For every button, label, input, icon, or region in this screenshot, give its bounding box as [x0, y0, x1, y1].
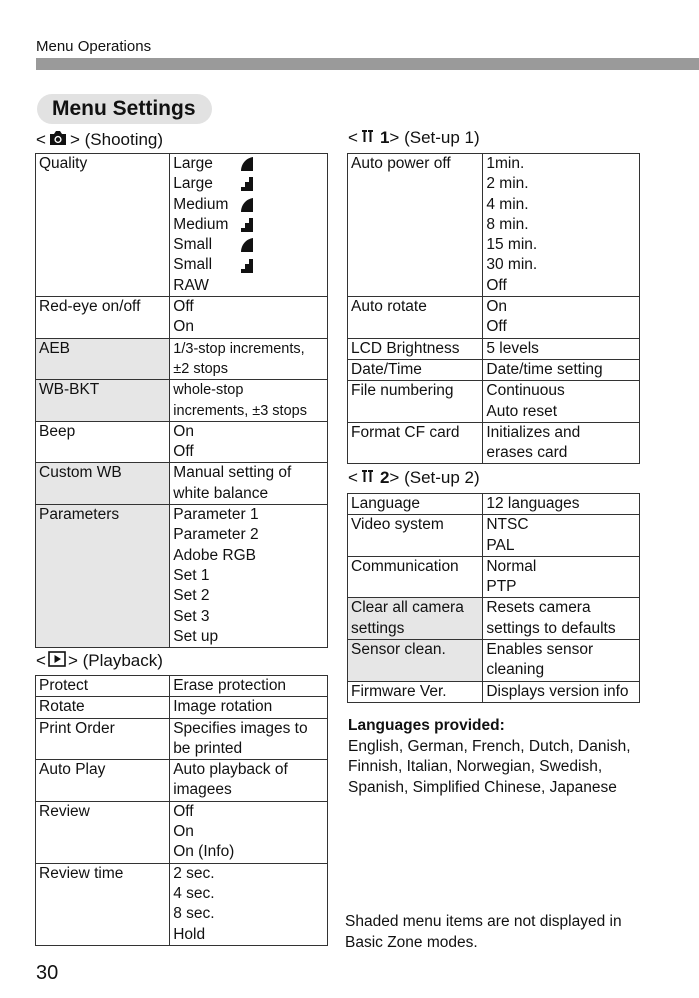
languages-title: Languages provided:: [348, 717, 505, 734]
menu-item-name: Auto power off: [348, 154, 483, 297]
shooting-heading: < > (Shooting): [36, 129, 163, 151]
table-row: [36, 154, 328, 297]
menu-value: settings to defaults: [486, 619, 616, 637]
menu-item-name: Review: [36, 801, 170, 863]
menu-item-values: [170, 380, 328, 422]
menu-value: Displays version info: [486, 682, 629, 700]
menu-item-values: [483, 381, 640, 423]
table-row: [348, 556, 640, 598]
menu-value: RAW: [173, 276, 209, 294]
menu-item-values: [483, 556, 640, 598]
menu-value: cleaning: [486, 661, 545, 679]
table-row: [348, 422, 640, 464]
table-row: [36, 338, 328, 380]
menu-value: Auto reset: [486, 402, 558, 420]
menu-item-values: [483, 494, 640, 515]
quality-fine-icon: [239, 156, 255, 172]
quality-option: [173, 215, 327, 235]
menu-item-values: [170, 863, 328, 945]
playback-menu-table: [35, 675, 328, 946]
shooting-menu-table: [35, 153, 328, 648]
menu-value: PTP: [486, 578, 517, 596]
quality-option: [173, 195, 327, 215]
setup-wrench-icon: [360, 128, 382, 150]
menu-item-name: LCD Brightness: [348, 338, 483, 359]
quality-normal-icon: [239, 217, 255, 233]
menu-value: Off: [173, 443, 194, 461]
quality-option-label: Medium: [173, 195, 229, 213]
menu-value: PAL: [486, 536, 515, 554]
table-row: [348, 359, 640, 380]
menu-item-values: [483, 681, 640, 702]
quality-option: [173, 154, 327, 174]
menu-value: Normal: [486, 557, 537, 575]
menu-item-values: [170, 338, 328, 380]
menu-value: Set 1: [173, 566, 210, 584]
menu-item-values: [170, 297, 328, 339]
page-number: 30: [36, 962, 59, 984]
table-row: [36, 463, 328, 505]
menu-item-values: [483, 422, 640, 464]
table-row: [348, 640, 640, 682]
menu-value: Set 3: [173, 607, 210, 625]
menu-item-name: Date/Time: [348, 359, 483, 380]
menu-value: NTSC: [486, 516, 529, 534]
menu-value: On (Info): [173, 843, 235, 861]
table-row: [348, 681, 640, 702]
menu-item-name: Firmware Ver.: [348, 681, 483, 702]
playback-heading-label: (Playback): [82, 651, 163, 670]
menu-value: erases card: [486, 444, 568, 462]
menu-item-values: [483, 297, 640, 339]
menu-item-name: Parameters: [36, 505, 170, 648]
header-bar: [36, 58, 699, 70]
setup1-menu-table: [347, 153, 640, 464]
menu-item-name: WB-BKT: [36, 380, 170, 422]
menu-value: 12 languages: [486, 495, 580, 512]
shooting-heading-label: (Shooting): [84, 130, 164, 149]
menu-value: Auto playback of: [173, 761, 288, 779]
quality-option-label: Small: [173, 256, 213, 274]
menu-value: 2 min.: [486, 175, 529, 193]
menu-value: 8 min.: [486, 215, 529, 233]
menu-item-values: [483, 359, 640, 380]
camera-icon: [48, 130, 68, 152]
menu-value: Hold: [173, 925, 206, 943]
menu-value: Continuous: [486, 382, 565, 400]
menu-item-values: [483, 515, 640, 557]
menu-value: ±2 stops: [173, 360, 228, 377]
menu-item-name: Communication: [348, 556, 483, 598]
table-row: [36, 801, 328, 863]
menu-item-values: [170, 154, 328, 297]
menu-item-name: Print Order: [36, 718, 170, 760]
table-row: [36, 297, 328, 339]
menu-value: On: [173, 823, 194, 841]
menu-item-name: AEB: [36, 338, 170, 380]
quality-fine-icon: [239, 197, 255, 213]
table-row: [36, 697, 328, 718]
menu-value: 2 sec.: [173, 864, 215, 882]
setup2-heading-label: (Set-up 2): [404, 468, 480, 487]
shaded-items-note: Shaded menu items are not displayed in Basic Zone modes.: [345, 913, 622, 951]
menu-item-values: [170, 676, 328, 697]
menu-value: whole-stop: [173, 382, 244, 399]
menu-item-name: Format CF card: [348, 422, 483, 464]
menu-value: Specifies images to: [173, 719, 308, 737]
table-row: [36, 421, 328, 463]
menu-value: 1min.: [486, 155, 525, 172]
menu-value: Set up: [173, 627, 219, 645]
quality-option: [173, 235, 327, 255]
menu-item-name: Red-eye on/off: [36, 297, 170, 339]
table-row: [348, 515, 640, 557]
menu-item-name: Custom WB: [36, 463, 170, 505]
menu-value: imagees: [173, 781, 232, 799]
menu-value: On: [173, 318, 194, 336]
menu-item-name: Video system: [348, 515, 483, 557]
menu-value: Enables sensor: [486, 641, 594, 659]
menu-value: 15 min.: [486, 236, 538, 254]
menu-value: Off: [486, 276, 507, 294]
menu-value: Initializes and: [486, 423, 581, 441]
menu-value: Set 2: [173, 587, 210, 605]
table-row: [348, 338, 640, 359]
quality-normal-icon: [239, 258, 255, 274]
menu-value: Parameter 1: [173, 506, 259, 524]
menu-value: 30 min.: [486, 256, 538, 274]
quality-option: [173, 174, 327, 194]
menu-item-name: [348, 598, 483, 640]
menu-item-name: Beep: [36, 421, 170, 463]
menu-value: Off: [173, 298, 194, 316]
menu-value: On: [486, 298, 508, 316]
menu-value: Off: [173, 802, 194, 820]
table-row: [348, 598, 640, 640]
menu-item-values: [170, 421, 328, 463]
menu-value: Parameter 2: [173, 526, 259, 544]
playback-heading: < > (Playback): [36, 650, 163, 672]
menu-item-values: [170, 801, 328, 863]
menu-item-name: Protect: [36, 676, 170, 697]
setup2-heading: < 2> (Set-up 2): [348, 467, 480, 489]
menu-value: Date/time setting: [486, 360, 603, 378]
menu-value: 4 min.: [486, 195, 529, 213]
quality-option-label: Medium: [173, 215, 229, 233]
menu-item-values: [170, 697, 328, 718]
menu-item-values: [483, 598, 640, 640]
table-row: [348, 154, 640, 297]
table-row: [36, 676, 328, 697]
menu-value: Adobe RGB: [173, 546, 256, 564]
table-row: [348, 494, 640, 515]
menu-value: 1/3-stop increments,: [173, 340, 305, 357]
table-row: [348, 297, 640, 339]
menu-value: Image rotation: [173, 698, 273, 716]
menu-item-name: File numbering: [348, 381, 483, 423]
setup1-heading: < 1> (Set-up 1): [348, 127, 480, 149]
menu-item-name: Quality: [36, 154, 170, 297]
menu-value: white balance: [173, 484, 269, 502]
menu-item-values: [170, 505, 328, 648]
menu-value: Off: [486, 318, 507, 336]
menu-item-name: Auto Play: [36, 760, 170, 802]
menu-item-values: [170, 718, 328, 760]
menu-item-values: [483, 640, 640, 682]
menu-value: 8 sec.: [173, 905, 215, 923]
menu-value: be printed: [173, 739, 243, 757]
menu-value: Resets camera: [486, 599, 591, 617]
menu-item-name: Sensor clean.: [348, 640, 483, 682]
setup-wrench-icon: [360, 468, 382, 490]
quality-normal-icon: [239, 176, 255, 192]
table-row: [36, 380, 328, 422]
quality-option-label: Large: [173, 175, 213, 193]
languages-list: English, German, French, Dutch, Danish, Finnish, Italian, Norwegian, Swedish, Spanish, Simplified Chinese, Japanese: [348, 738, 631, 796]
quality-option-label: Small: [173, 236, 213, 254]
table-row: [36, 505, 328, 648]
table-row: [348, 381, 640, 423]
menu-item-name: Review time: [36, 863, 170, 945]
menu-item-values: [170, 760, 328, 802]
quality-fine-icon: [239, 237, 255, 253]
menu-item-values: [483, 154, 640, 297]
menu-value: Manual setting of: [173, 464, 292, 482]
setup2-icon-number: 2: [379, 468, 390, 487]
play-icon: [48, 651, 66, 673]
menu-value: increments, ±3 stops: [173, 402, 307, 419]
header-section-label: Menu Operations: [36, 38, 152, 55]
menu-item-name-line: settings: [351, 619, 405, 637]
menu-value: 5 levels: [486, 339, 539, 357]
quality-option: [173, 255, 327, 275]
menu-item-values: [483, 338, 640, 359]
setup1-icon-number: 1: [379, 128, 390, 147]
table-row: [36, 863, 328, 945]
menu-item-name: Rotate: [36, 697, 170, 718]
menu-item-values: [170, 463, 328, 505]
menu-value: Erase protection: [173, 677, 287, 694]
page-title: Menu Settings: [37, 94, 212, 124]
menu-value: On: [173, 422, 194, 440]
table-row: [36, 718, 328, 760]
menu-item-name: Auto rotate: [348, 297, 483, 339]
setup1-heading-label: (Set-up 1): [404, 128, 480, 147]
quality-option-label: Large: [173, 155, 213, 172]
menu-item-name-line: Clear all camera: [351, 599, 464, 617]
table-row: [36, 760, 328, 802]
setup2-menu-table: [347, 493, 640, 703]
menu-value: 4 sec.: [173, 884, 215, 902]
menu-item-name: Language: [348, 494, 483, 515]
